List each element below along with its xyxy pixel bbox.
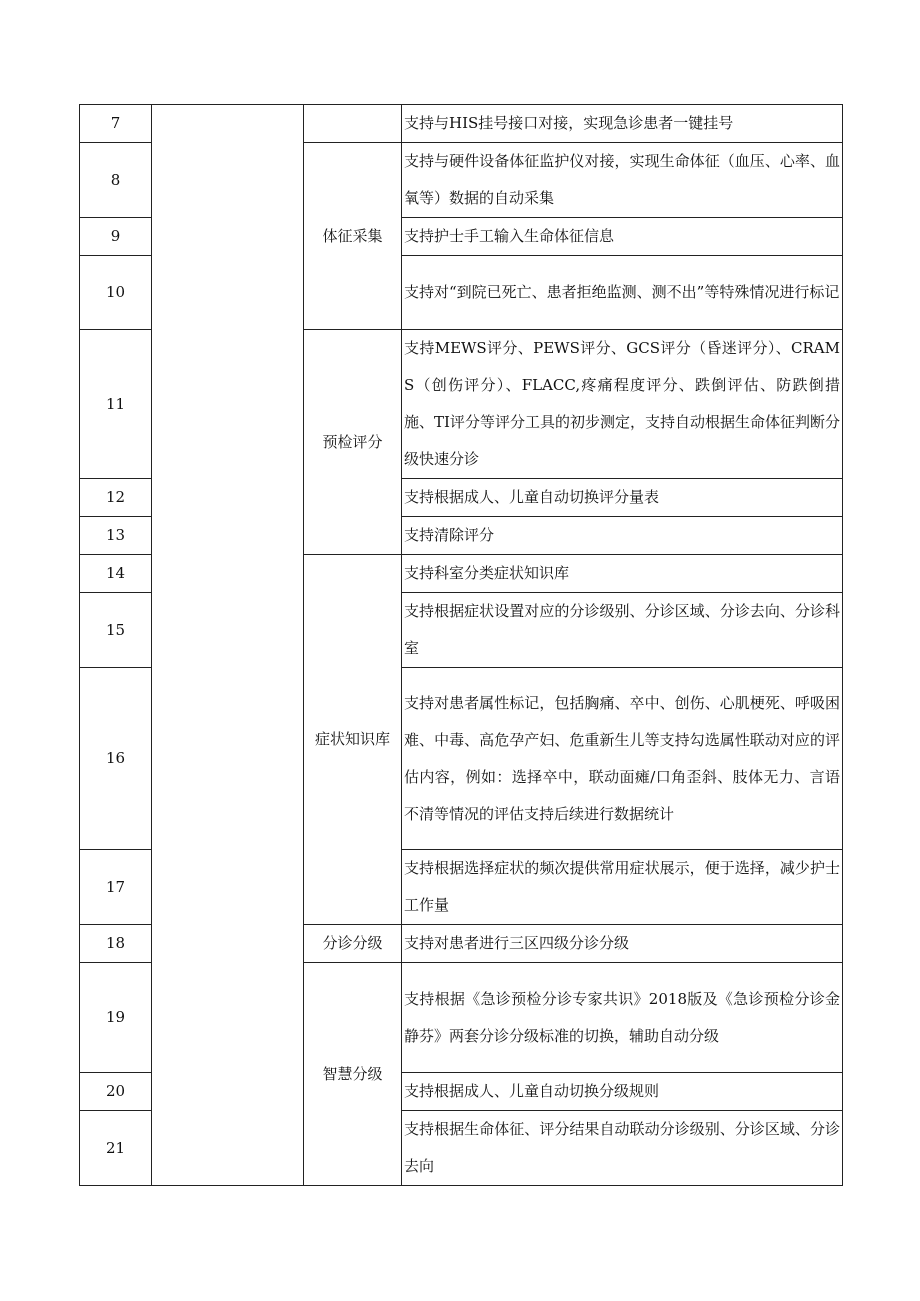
description-cell: 支持根据成人、儿童自动切换评分量表 [402,479,843,517]
row-number: 7 [80,105,152,143]
row-number: 8 [80,143,152,218]
category-cell: 症状知识库 [304,555,402,925]
description-cell: 支持根据《急诊预检分诊专家共识》2018版及《急诊预检分诊金静芬》两套分诊分级标准的切换，辅助自动分级 [402,963,843,1073]
description-cell: 支持对患者进行三区四级分诊分级 [402,925,843,963]
row-number: 19 [80,963,152,1073]
description-cell: 支持与硬件设备体征监护仪对接，实现生命体征（血压、心率、血氧等）数据的自动采集 [402,143,843,218]
table-row [80,105,843,143]
row-number: 14 [80,555,152,593]
row-number: 11 [80,330,152,479]
row-number: 20 [80,1073,152,1111]
row-number: 17 [80,850,152,925]
row-number: 16 [80,668,152,850]
category-cell: 预检评分 [304,330,402,555]
category-cell [304,105,402,143]
description-cell: 支持对患者属性标记，包括胸痛、卒中、创伤、心肌梗死、呼吸困难、中毒、高危孕产妇、危重新生儿等支持勾选属性联动对应的评估内容，例如：选择卒中，联动面瘫/口角歪斜、肢体无力、言语不清等情况的评估支持后续进行数据统计 [402,668,843,850]
category-cell: 分诊分级 [304,925,402,963]
row-number: 10 [80,256,152,330]
row-number: 18 [80,925,152,963]
description-cell: 支持根据生命体征、评分结果自动联动分诊级别、分诊区域、分诊去向 [402,1111,843,1186]
requirements-table [79,104,843,1186]
description-cell: 支持MEWS评分、PEWS评分、GCS评分（昏迷评分）、CRAMS（创伤评分）、FLACC,疼痛程度评分、跌倒评估、防跌倒措施、TI评分等评分工具的初步测定，支持自动根据生命体征判断分级快速分诊 [402,330,843,479]
description-cell: 支持与HIS挂号接口对接，实现急诊患者一键挂号 [402,105,843,143]
row-number: 9 [80,218,152,256]
description-cell: 支持根据成人、儿童自动切换分级规则 [402,1073,843,1111]
row-number: 13 [80,517,152,555]
description-cell: 支持根据选择症状的频次提供常用症状展示，便于选择，减少护士工作量 [402,850,843,925]
row-number: 15 [80,593,152,668]
category-cell: 智慧分级 [304,963,402,1186]
description-cell: 支持清除评分 [402,517,843,555]
row-number: 12 [80,479,152,517]
description-cell: 支持科室分类症状知识库 [402,555,843,593]
module-cell [152,105,304,1186]
description-cell: 支持护士手工输入生命体征信息 [402,218,843,256]
description-cell: 支持根据症状设置对应的分诊级别、分诊区域、分诊去向、分诊科室 [402,593,843,668]
row-number: 21 [80,1111,152,1186]
category-cell: 体征采集 [304,143,402,330]
description-cell: 支持对“到院已死亡、患者拒绝监测、测不出”等特殊情况进行标记 [402,256,843,330]
